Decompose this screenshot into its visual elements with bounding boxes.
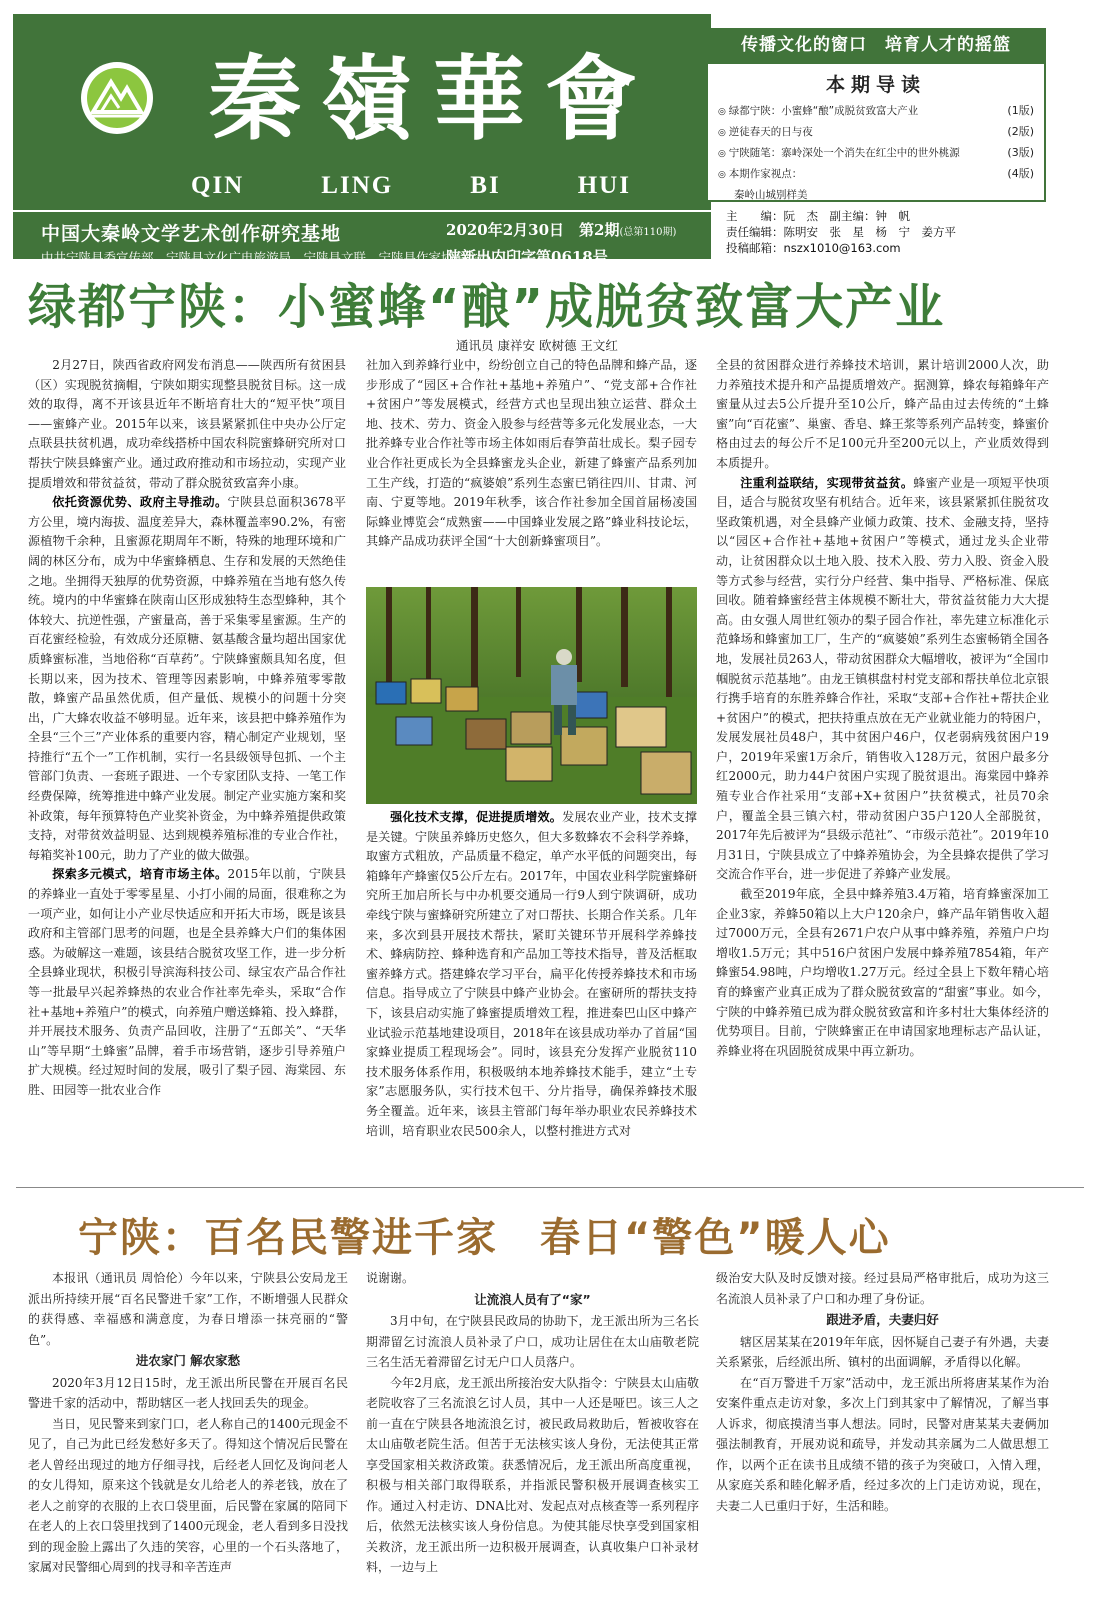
paragraph bbox=[366, 808, 697, 1141]
mountain-logo-icon bbox=[77, 58, 157, 138]
paragraph: 当日，见民警来到家门口，老人称自己的1400元现金不见了，自己为此已经发愁好多天了。得知这个情况后民警在老人曾经出现过的地方仔细寻找，后经老人回忆及询问老人的女儿得知，原来这个钱就是女儿给老人的养老钱，放在了老人之前穿的衣服的上衣口袋里面，后民警在家属的陪同下在老人的上衣口袋里找到了1400元现金，老人看到多日没找到的现金脸上露出了久违的笑容，心里的一个石头落地了，家属对民警细心周到的找寻和辛苦连声 bbox=[28, 1416, 348, 1574]
paragraph: 全县的贫困群众进行养蜂技术培训，累计培训2000人次，助力养殖技术提升和产品提质增效产。据测算，蜂农每箱蜂年产蜜量从过去5公斤提升至10公斤，蜂产品由过去传统的“土蜂蜜”向“百花蜜”、巢蜜、香皂、蜂王浆等系列产品转变，蜂蜜价格由过去的每公斤不足100元升至200元以上，产业质效得到本质提升。 bbox=[716, 358, 1049, 470]
paragraph: 本报讯（通讯员 周恰伦）今年以来，宁陕县公安局龙王派出所持续开展“百名民警进千家”工作，不断增强人民群众的获得感、幸福感和满意度，为春日增添一抹亮丽的“警色”。 bbox=[28, 1271, 348, 1347]
guide-list bbox=[708, 97, 1044, 206]
staff-info bbox=[726, 208, 956, 256]
article2-column-2 bbox=[366, 1268, 699, 1578]
paragraph-text: 宁陕县总面积3678平方公里，境内海拔、温度差异大，森林覆盖率90.2%，有密源植物千余种，且蜜源花期周年不断，特殊的地理环境和广阔的林区分布，成为中华蜜蜂栖息、生存和发展的天然绝佳之地。坐拥得天独厚的优势资源，中蜂养殖在当地有悠久传统。境内的中华蜜蜂在陕南山区形成独特生态型蜂种，其个体较大、抗逆性强，产蜜量高，善于采集零星蜜源。生产的百花蜜经检验，有效成分还原糖、氨基酸含量均超出国家优质蜂蜜标准，当地俗称“百草药”。宁陕蜂蜜颇具知名度，但长期以来，因为技术、管理等因素影响，中蜂养殖零零散散，蜂蜜产品虽然优质，但产量低、规模小的问题十分突出，广大蜂农收益不够明显。近年来，该县把中蜂养殖作为全县“三个三”产业体系的重要内容，精心制定产业规划，坚持推行“五个一”工作机制，实行一名县级领导包抓、一个主管部门负责、一套班子跟进、一个专家团队支持、一笔工作经费保障，统筹推进中蜂产业发展。制定产业实施方案和奖补政策，每年预算特色产业奖补资金，为中蜂养殖提供政策支持，对带贫效益明显、达到规模养殖标准的专业合作社，每箱奖补100元，助力了产业的做大做强。 bbox=[28, 495, 346, 862]
paragraph: 3月中旬，在宁陕县民政局的协助下，龙王派出所为三名长期滞留乞讨流浪人员补录了户口，成功让居住在太山庙敬老院三名生活无着滞留乞讨无户口人员落户。 bbox=[366, 1314, 699, 1369]
guide-item-text: ◎ 宁陕随笔：寨岭深处一个消失在红尘中的世外桃源 bbox=[718, 143, 960, 164]
guide-item[interactable] bbox=[718, 101, 1034, 122]
subhead: 让流浪人员有了“家” bbox=[474, 1291, 591, 1307]
paragraph: 2月27日，陕西省政府网发布消息——陕西所有贫困县（区）实现脱贫摘帽，宁陕如期实现整县脱贫目标。这一成效的取得，离不开该县近年不断培育壮大的“短平快”项目——蜜蜂产业。2015年以来，该县紧紧抓住中央办公厅定点联县扶贫机遇，成功牵线搭桥中国农科院蜜蜂研究所对口帮扶宁陕县蜂蜜产业。通过政府推动和市场拉动，实现产业提质增效和带贫益贫，带动了群众脱贫致富奔小康。 bbox=[28, 358, 346, 490]
paragraph: 级治安大队及时反馈对接。经过县局严格审批后，成功为这三名流浪人员补录了户口和办理了身份证。 bbox=[716, 1271, 1049, 1306]
subhead: 探索多元模式，培育市场主体。 bbox=[52, 867, 228, 882]
masthead-divider bbox=[13, 210, 711, 212]
guide-item[interactable] bbox=[718, 185, 1034, 206]
guide-title: 本期导读 bbox=[825, 74, 926, 96]
responsible-editor-line: 责任编辑：陈明安 张 星 杨 宁 姜方平 bbox=[726, 225, 956, 239]
article1-column-2-top bbox=[366, 356, 697, 582]
article1-column-1 bbox=[28, 356, 346, 1101]
paragraph: 社加入到养蜂行业中，纷纷创立自己的特色品牌和蜂产品，逐步形成了“园区+合作社+基地+养殖户”、“党支部+合作社+贫困户”等发展模式，经营方式也呈现出独立运营、群众土地、技术、劳力、资金入股参与经营等多元化发展业态，一大批养蜂专业合作社等市场主体如雨后春笋苗壮成长。梨子园专业合作社更成长为全县蜂蜜龙头企业，新建了蜂蜜产品系列加工生产线，打造的“疯婆娘”系列生态蜜已销往四川、甘肃、河南、宁夏等地。2019年秋季，该合作社参加全国首届杨凌国际蜂业博览会“成熟蜜——中国蜂业发展之路”蜂业科技论坛，其蜂产品成功获评全国“十大创新蜂蜜项目”。 bbox=[366, 358, 697, 549]
guide-item[interactable] bbox=[718, 164, 1034, 185]
research-base: 中国大秦岭文学艺术创作研究基地 bbox=[41, 223, 342, 245]
newspaper-title: 秦嶺華會 bbox=[208, 45, 657, 153]
article1-byline: 通讯员 康祥安 欧树德 王文红 bbox=[456, 338, 618, 353]
date-text: 2020年2月30日 第2期 bbox=[446, 221, 620, 239]
masthead bbox=[13, 14, 711, 266]
article1-headline: 绿都宁陕：小蜜蜂“酿”成脱贫致富大产业 bbox=[28, 279, 946, 335]
paragraph-text: 发展农业产业，技术支撑是关键。宁陕虽养蜂历史悠久，但大多数蜂农不会科学养蜂，取蜜方式粗放，产品质量不稳定，单产水平低的问题突出，每箱蜂年产蜂蜜仅5公斤左右。2017年，中国农业科学院蜜蜂研究所王加启所长与中办机要交通局一行9人到宁陕调研，成功牵线宁陕与蜜蜂研究所建立了对口帮扶、长期合作关系。几年来，多次到县开展技术帮扶，紧盯关键环节开展科学养蜂技术、蜂病防控、蜂种选育和产品加工等技术指导，普及活框取蜜养蜂方式。搭建蜂农学习平台，扁平化传授养蜂技术和市场信息。指导成立了宁陕县中蜂产业协会。在蜜研所的帮扶支持下，该县启动实施了蜂蜜提质增效工程，推进秦巴山区中蜂产业试验示范基地建设项目，2018年在该县成功举办了首届“国家蜂业提质工程现场会”。同时，该县充分发挥产业脱贫110技术服务体系作用，积极吸纳本地养蜂技术能手，建立“土专家”志愿服务队，实行技术包干、分片指导，确保养蜂技术服务全覆盖。近年来，该县主管部门每年举办职业农民养蜂技术培训，培育职业农民500余人，以整村推进方式对 bbox=[366, 810, 697, 1138]
guide-item[interactable] bbox=[718, 122, 1034, 143]
paragraph bbox=[28, 865, 346, 1100]
guide-item[interactable] bbox=[718, 143, 1034, 164]
paragraph bbox=[28, 493, 346, 865]
guide-item-page: (1版) bbox=[1007, 104, 1034, 117]
guide-item-page: (4版) bbox=[1007, 167, 1034, 180]
editor-line: 主 编：阮 杰 副主编：钟 帆 bbox=[726, 209, 910, 223]
guide-item-page: (3版) bbox=[1007, 146, 1034, 159]
section-divider bbox=[16, 1187, 1084, 1188]
guide-item-text: ◎ 绿都宁陕：小蜜蜂“酿”成脱贫致富大产业 bbox=[718, 101, 918, 122]
paragraph: 说谢谢。 bbox=[366, 1271, 415, 1285]
pinyin-2: LING bbox=[321, 172, 394, 199]
subhead: 注重利益联结，实现带贫益贫。 bbox=[740, 475, 914, 490]
article2-headline: 宁陕：百名民警进千家 春日“警色”暖人心 bbox=[78, 1215, 891, 1261]
slogan: 传播文化的窗口 培育人才的摇篮 bbox=[706, 28, 1046, 62]
guide-item-text: 秦岭山城别样美 bbox=[734, 189, 808, 201]
guide-item-text: ◎ 逆徒春天的日与夜 bbox=[718, 122, 813, 143]
article1-column-3 bbox=[716, 356, 1049, 1061]
article1-column-2-bottom bbox=[366, 808, 697, 1141]
article2-column-3 bbox=[716, 1268, 1049, 1516]
subhead: 依托资源优势、政府主导推动。 bbox=[52, 495, 228, 510]
subhead: 强化技术支撑，促进提质增效。 bbox=[390, 810, 563, 824]
guide-item-text: ◎ 本期作家视点： bbox=[718, 164, 802, 185]
subhead: 跟进矛盾，夫妻归好 bbox=[826, 1312, 939, 1327]
beekeeper-photo bbox=[366, 587, 697, 804]
pinyin-title bbox=[191, 172, 631, 200]
paragraph: 截至2019年底，全县中蜂养殖3.4万箱，培育蜂蜜深加工企业3家，养蜂50箱以上大户120余户，蜂产品年销售收入超过7000万元，全县有2671户农户从事中蜂养殖，养殖户户均增收1.5万元；其中516户贫困户发展中蜂养殖7854箱，年产蜂蜜54.98吨，户均增收1.27万元。经过全县上下数年精心培育的蜂蜜产业真正成为了群众脱贫致富的“甜蜜”事业。如今，宁陕的中蜂养殖已成为群众脱贫致富和许多村壮大集体经济的优势项目。目前，宁陕蜂蜜正在申请国家地理标志产品认证，养蜂业将在巩固脱贫成果中再立新功。 bbox=[716, 887, 1049, 1058]
permit-number: 陕新出内印字第0618号 bbox=[446, 248, 608, 266]
email-line: 投稿邮箱：nszx1010@163.com bbox=[726, 241, 901, 255]
guide-item-page: (2版) bbox=[1007, 125, 1034, 138]
sponsors: 中共宁陕县委宣传部 宁陕县文化广电旅游局 宁陕县文联 宁陕县作家协会主办 bbox=[41, 250, 492, 265]
pinyin-4: HUI bbox=[577, 172, 631, 199]
pinyin-1: QIN bbox=[191, 172, 245, 199]
paragraph: 在“百万警进千万家”活动中，龙王派出所将唐某某作为治安案件重点走访对象，多次上门到其家中了解情况，了解当事人诉求，彻底摸清当事人想法。同时，民警对唐某某夫妻俩加强法制教育，开展劝说和疏导，并发动其亲属为二人做思想工作，以两个正在读书且成绩不错的孩子为突破口，入情入理，从家庭关系和睦化解矛盾，经过多次的上门走访劝说，现在，夫妻二人已重归于好，生活和睦。 bbox=[716, 1375, 1049, 1513]
paragraph: 今年2月底，龙王派出所接治安大队指令：宁陕县太山庙敬老院收容了三名流浪乞讨人员，其中一人还是哑巴。该三人之前一直在宁陕县各地流浪乞讨，被民政局救助后，暂被收容在太山庙敬老院生活。但苦于无法核实该人身份，无法使其正常享受国家相关救济政策。获悉情况后，龙王派出所高度重视，积极与相关部门取得联系，并指派民警积极开展调查核实工作。通过入村走访、DNA比对、发起点对点核查等一系列程序后，依然无法核实该人身份信息。为使其能尽快享受到国家相关救济，龙王派出所一边积极开展调查，认真收集户口补录材料，一边与上 bbox=[366, 1375, 699, 1574]
subhead: 进农家门 解农家愁 bbox=[135, 1353, 241, 1368]
guide-box bbox=[706, 62, 1046, 202]
paragraph-text: 2015年以前，宁陕县的养蜂业一直处于零零星星、小打小闹的局面，很难称之为一项产业，如何让小产业尽快适应和开拓大市场，既是该县政府和主管部门思考的问题，也是全县养蜂大户们的集体困惑。为破解这一难题，该县结合脱贫攻坚工作，进一步分析全县蜂业现状，积极引导滨海科技公司、绿宝农产品合作社等一批最早兴起养蜂热的农业合作社率先牵头，采取“合作社+基地+养殖户”的模式，向养殖户赠送蜂箱、投入蜂群，并开展技术服务、负责产品回收，注册了“五郎关”、“天华山”等早期“土蜂蜜”品牌，着手市场营销，逐步引导养殖户扩大规模。经过短时间的发展，吸引了梨子园、海棠园、东胜、田园等一批农业合作 bbox=[28, 867, 346, 1097]
paragraph: 辖区居某某在2019年年底，因怀疑自己妻子有外遇，夫妻关系紧张，后经派出所、镇村的出面调解，矛盾得以化解。 bbox=[716, 1334, 1049, 1369]
paragraph-text: 蜂蜜产业是一项短平快项目，适合与脱贫攻坚有机结合。近年来，该县紧紧抓住脱贫攻坚政策机遇，对全县蜂产业倾力政策、技术、金融支持，坚持以“园区+合作社+基地+贫困户”等模式，通过龙头企业带动，让贫困群众以土地入股、技术入股、劳力入股、资金入股等方式参与经营，实行分户经营、集中指导、严格标准、保底回收。随着蜂蜜经营主体规模不断壮大，带贫益贫能力大大提高。由女强人周世红领办的梨子园合作社，率先建立标准化示范蜂场和蜂蜜加工厂，生产的“疯婆娘”系列生态蜜畅销全国各地，发展社员263人，带动贫困群众大幅增收，被评为“全国巾帼脱贫示范基地”。由龙王镇棋盘村村党支部和帮扶单位北京银行携手培育的东胜养蜂合作社，采取“支部+合作社+帮扶企业+贫困户”的模式，把扶持重点放在无产业就业能力的特困户，发展发展社员48户，其中贫困户46户，仅老弱病残贫困户19户，2019年采蜜1万余斤，销售收入128万元，贫困户最多分红2000元，助力44户贫困户实现了脱贫退出。海棠园中蜂养殖专业合作社采用“支部+X+贫困户”扶贫模式，社员70余户，覆盖全县三镇六村，带动贫困户35户120人全部脱贫，2017年先后被评为“县级示范社”、“市级示范社”。2019年10月31日，宁陕县成立了中蜂养殖协会，为全县蜂农提供了学习交流合作平台，进一步促进了养蜂产业发展。 bbox=[716, 475, 1049, 882]
pinyin-3: BI bbox=[470, 172, 501, 199]
issue-date bbox=[446, 219, 676, 240]
total-issue: (总第110期) bbox=[619, 227, 677, 238]
paragraph bbox=[716, 474, 1049, 885]
paragraph: 2020年3月12日15时，龙王派出所民警在开展百名民警进千家的活动中，帮助辖区一老人找回丢失的现金。 bbox=[28, 1375, 348, 1410]
article2-column-1 bbox=[28, 1268, 348, 1578]
